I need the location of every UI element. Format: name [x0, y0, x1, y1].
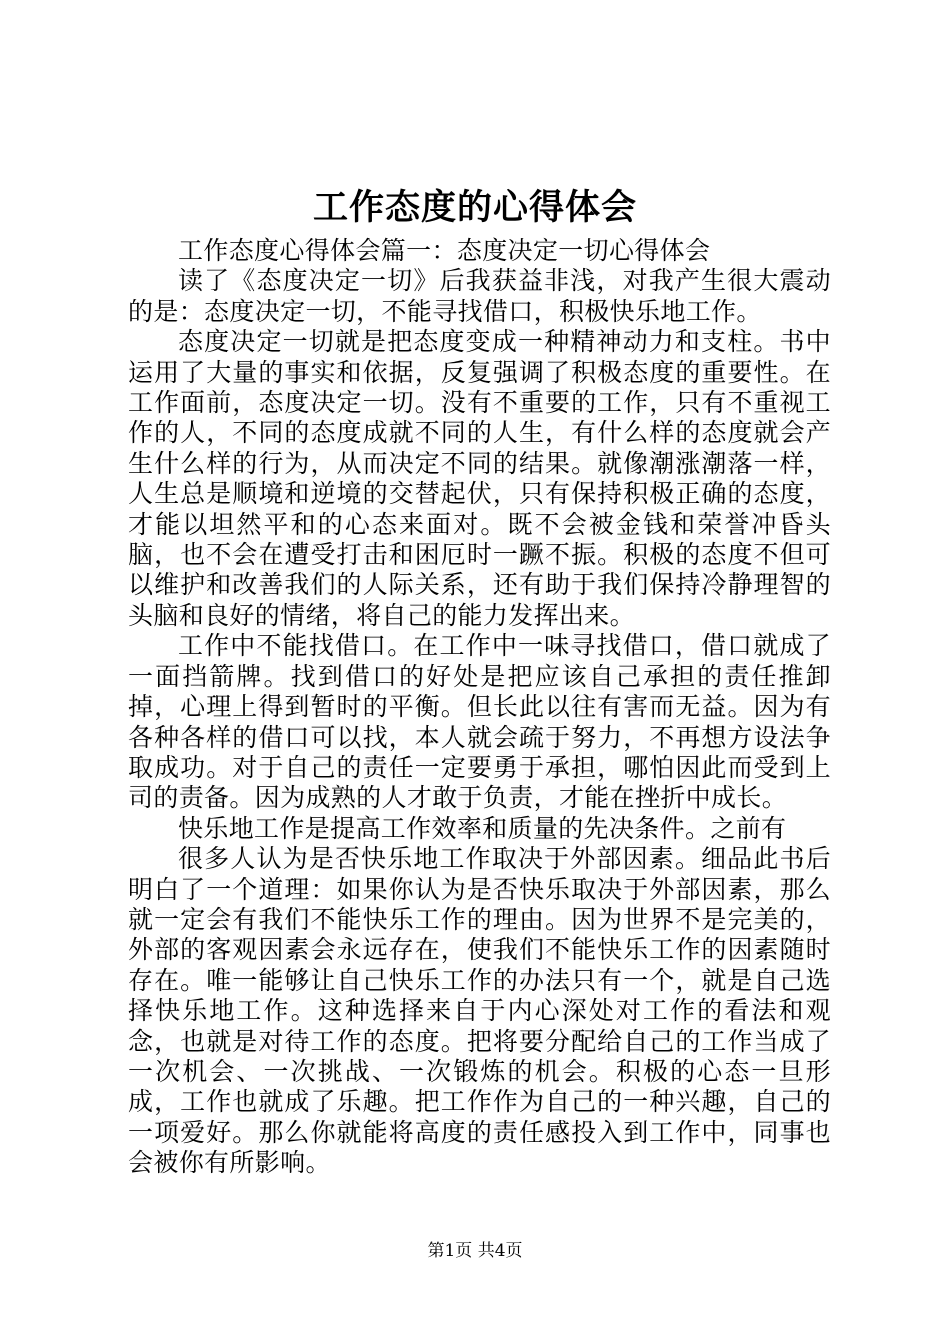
paragraph: 读了《态度决定一切》后我获益非浅，对我产生很大震动的是：态度决定一切，不能寻找借口，积极快乐地工作。	[128, 266, 831, 326]
paragraph: 很多人认为是否快乐地工作取决于外部因素。细品此书后明白了一个道理：如果你认为是否快乐取决于外部因素，那么就一定会有我们不能快乐工作的理由。因为世界不是完美的，外部的客观因素会永远存在，使我们不能快乐工作的因素随时存在。唯一能够让自己快乐工作的办法只有一个，就是自己选择快乐地工作。这种选择来自于内心深处对工作的看法和观念，也就是对待工作的态度。把将要分配给自己的工作当成了一次机会、一次挑战、一次锻炼的机会。积极的心态一旦形成，工作也就成了乐趣。把工作作为自己的一种兴趣，自己的一项爱好。那么你就能将高度的责任感投入到工作中，同事也会被你有所影响。	[128, 844, 831, 1178]
paragraph: 快乐地工作是提高工作效率和质量的先决条件。之前有	[178, 813, 787, 843]
document-body	[128, 236, 831, 1179]
paragraph: 态度决定一切就是把态度变成一种精神动力和支柱。书中运用了大量的事实和依据，反复强调了积极态度的重要性。在工作面前，态度决定一切。没有不重要的工作，只有不重视工作的人，不同的态度成就不同的人生，有什么样的态度就会产生什么样的行为，从而决定不同的结果。就像潮涨潮落一样，人生总是顺境和逆境的交替起伏，只有保持积极正确的态度，才能以坦然平和的心态来面对。既不会被金钱和荣誉冲昏头脑，也不会在遭受打击和困厄时一蹶不振。积极的态度不但可以维护和改善我们的人际关系，还有助于我们保持冷静理智的头脑和良好的情绪，将自己的能力发挥出来。	[128, 327, 831, 630]
document-title: 工作态度的心得体会	[312, 187, 637, 228]
page-footer: 第1页 共4页	[427, 1241, 523, 1261]
paragraph: 工作中不能找借口。在工作中一味寻找借口，借口就成了一面挡箭牌。找到借口的好处是把应该自己承担的责任推卸掉，心理上得到暂时的平衡。但长此以往有害而无益。因为有各种各样的借口可以找，本人就会疏于努力，不再想方设法争取成功。对于自己的责任一定要勇于承担，哪怕因此而受到上司的责备。因为成熟的人才敢于负责，才能在挫折中成长。	[128, 631, 831, 813]
paragraph-heading: 工作态度心得体会篇一：态度决定一切心得体会	[178, 236, 711, 265]
